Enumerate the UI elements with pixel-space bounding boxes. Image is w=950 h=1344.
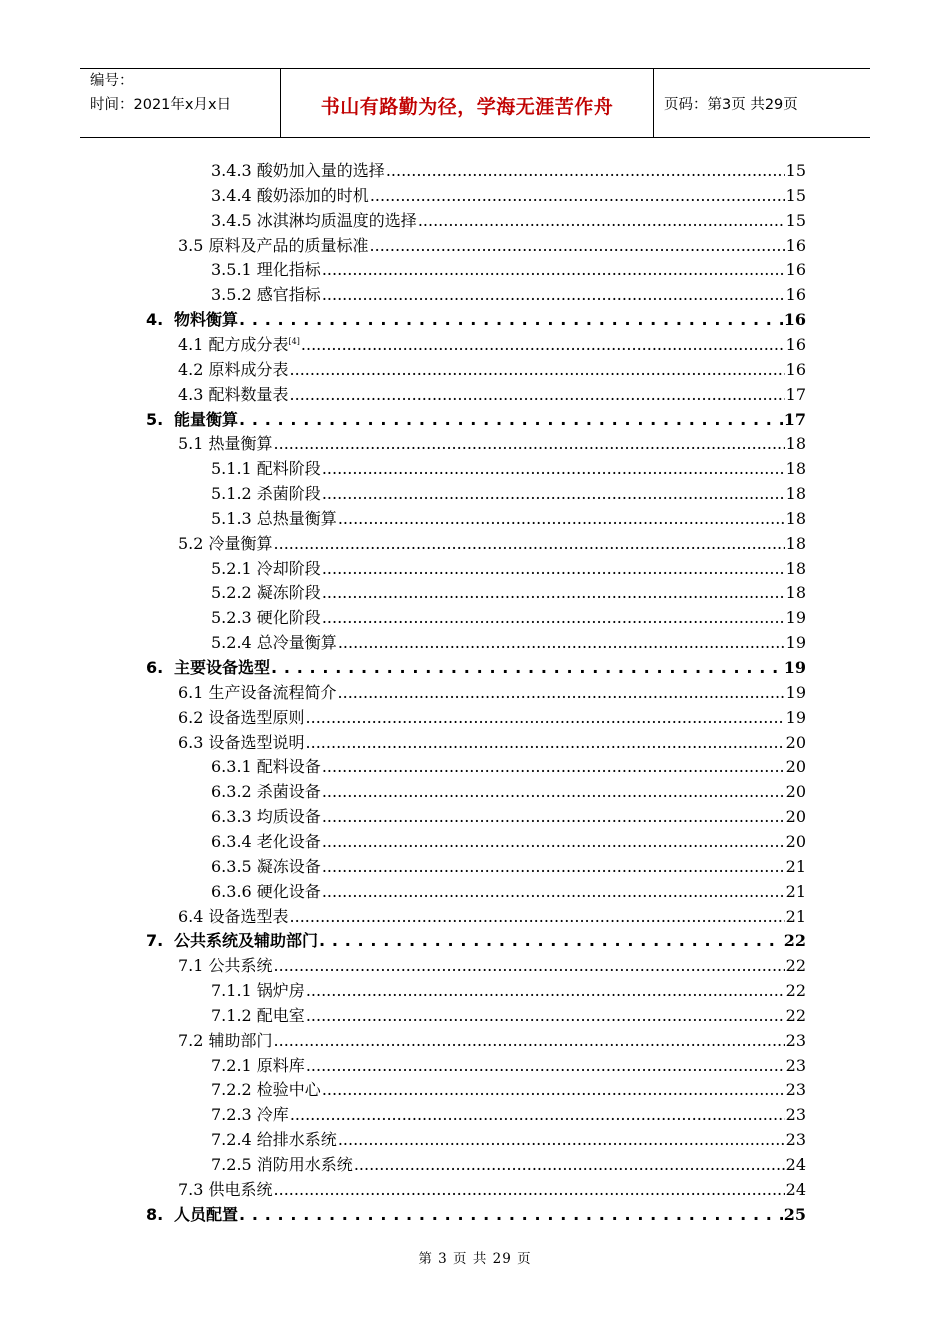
toc-entry-text: 5.2.1 冷却阶段 [211, 558, 321, 578]
toc-entry-title [211, 506, 337, 529]
toc-leader-dots [418, 211, 785, 230]
toc-leader-dots [322, 285, 785, 304]
toc-entry-page: 15 [785, 161, 806, 180]
toc-entry[interactable] [178, 1028, 806, 1052]
toc-entry-text: 3.4.3 酸奶加入量的选择 [211, 161, 385, 180]
toc-entry-text: 7.1 公共系统 [178, 956, 273, 976]
toc-leader-dots [322, 559, 785, 578]
toc-entry-text: 4.2 原料成分表 [178, 359, 289, 379]
toc-leader-dots [338, 633, 785, 652]
toc-entry[interactable] [211, 208, 806, 232]
toc-entry-page: 23 [785, 1055, 806, 1075]
header-motto: 书山有路勤为径，学海无涯苦作舟 [320, 95, 614, 118]
toc-entry-page: 24 [785, 1179, 806, 1199]
toc-entry-title [178, 705, 305, 728]
toc-entry-page: 18 [785, 484, 806, 504]
toc-entry[interactable] [211, 630, 806, 654]
toc-entry-text: 4.1 配方成分表 [178, 334, 289, 354]
toc-entry[interactable] [211, 456, 806, 480]
toc-entry-text: 7.3 供电系统 [178, 1179, 273, 1199]
toc-entry-text: 3.5 原料及产品的质量标准 [178, 235, 369, 255]
toc-entry-text: 6.2 设备选型原则 [178, 707, 305, 727]
toc-entry-page: 22 [785, 956, 806, 976]
toc-entry-title [211, 456, 321, 479]
toc-entry[interactable] [211, 879, 806, 903]
toc-entry[interactable] [211, 754, 806, 778]
toc-entry-page: 21 [785, 881, 806, 901]
toc-entry-text: 6.3.2 杀菌设备 [211, 782, 321, 802]
toc-leader-dots [274, 534, 785, 553]
toc-entry-number: 7. [146, 931, 164, 951]
toc-entry-text: 7.2 辅助部门 [178, 1030, 273, 1050]
toc-entry[interactable] [178, 233, 806, 257]
toc-entry[interactable] [146, 307, 806, 331]
toc-entry-text: 6.1 生产设备流程简介 [178, 682, 337, 702]
toc-entry-title [211, 854, 321, 877]
toc-entry-text: 能量衡算 [174, 409, 239, 429]
toc-entry-page: 17 [783, 409, 806, 429]
toc-entry-title [211, 257, 321, 280]
toc-entry[interactable] [211, 854, 806, 878]
toc-entry-title [146, 407, 238, 430]
toc-entry-page: 24 [785, 1155, 806, 1174]
toc-entry-text: 5.2.4 总冷量衡算 [211, 633, 337, 653]
toc-entry-title [211, 779, 321, 802]
toc-leader-dots [322, 807, 785, 826]
toc-entry-number: 6. [146, 658, 164, 677]
toc-entry-page: 20 [785, 831, 806, 851]
toc-leader-dots [306, 981, 785, 1000]
toc-leader-dots [338, 509, 785, 528]
toc-entry[interactable] [211, 1127, 806, 1151]
toc-entry-title [178, 1177, 273, 1200]
toc-entry[interactable] [211, 282, 806, 306]
toc-entry-text: 物料衡算 [174, 310, 239, 330]
toc-entry[interactable] [211, 506, 806, 530]
toc-entry-page: 18 [785, 459, 806, 479]
toc-entry[interactable] [211, 556, 806, 580]
toc-entry-page: 23 [785, 1030, 806, 1050]
toc-entry[interactable] [146, 407, 806, 431]
toc-entry-title [211, 1127, 337, 1150]
toc-entry-text: 7.2.5 消防用水系统 [211, 1155, 353, 1174]
toc-leader-dots [290, 1105, 785, 1124]
toc-leader-dots [322, 608, 785, 627]
toc-entry-page: 17 [785, 384, 806, 404]
toc-entry-text: 6.3.6 硬化设备 [211, 881, 321, 901]
toc-entry-text: 5.1 热量衡算 [178, 434, 273, 454]
toc-entry-title [211, 208, 417, 231]
toc-entry-page: 19 [785, 633, 806, 653]
toc-leader-dots [306, 733, 785, 752]
toc-entry-title [211, 804, 321, 827]
toc-entry-text: 4.3 配料数量表 [178, 384, 289, 404]
page-footer: 第 3 页 共 29 页 [418, 1251, 532, 1267]
toc-entry[interactable] [178, 730, 806, 754]
toc-entry-title [178, 357, 289, 380]
toc-leader-dots [290, 907, 785, 926]
toc-entry-text: 公共系统及辅助部门 [174, 931, 319, 951]
toc-entry-page: 20 [785, 807, 806, 827]
toc-entry-page: 22 [783, 931, 806, 951]
toc-entry[interactable] [178, 332, 806, 356]
toc-entry-page: 23 [785, 1105, 806, 1125]
toc-leader-dots [322, 583, 785, 602]
toc-entry-text: 3.5.1 理化指标 [211, 260, 321, 280]
toc-entry[interactable] [211, 829, 806, 853]
toc-entry-title [178, 953, 273, 976]
toc-entry-text: 6.3.1 配料设备 [211, 757, 321, 777]
toc-entry-title [211, 580, 321, 603]
toc-entry-text: 5.2.2 凝冻阶段 [211, 583, 321, 603]
toc-entry-citation: [4] [288, 336, 300, 346]
toc-leader-dots [306, 708, 785, 727]
toc-entry-title [211, 1003, 305, 1026]
toc-entry-number: 5. [146, 409, 164, 429]
toc-leader-dots [386, 161, 785, 180]
header-time-label: 时间：2021年x月x日 [90, 97, 232, 113]
toc-entry[interactable] [178, 531, 806, 555]
toc-entry[interactable] [178, 431, 806, 455]
toc-entry-text: 6.3 设备选型说明 [178, 732, 305, 752]
toc-leader-dots [319, 931, 783, 950]
toc-entry-title [178, 1028, 273, 1051]
toc-leader-dots [322, 1080, 785, 1099]
toc-leader-dots [239, 1205, 783, 1224]
toc-entry-page: 16 [785, 285, 806, 305]
toc-entry-title [146, 1202, 238, 1225]
toc-entry-number: 4. [146, 310, 164, 330]
toc-entry-title [211, 282, 321, 305]
toc-entry-text: 7.1.1 锅炉房 [211, 981, 305, 1001]
toc-leader-dots [301, 335, 785, 354]
toc-entry-page: 23 [785, 1130, 806, 1150]
toc-entry-text: 3.4.4 酸奶添加的时机 [211, 185, 369, 205]
toc-entry-text: 6.4 设备选型表 [178, 906, 289, 926]
toc-entry[interactable] [211, 1152, 806, 1176]
toc-leader-dots [239, 310, 783, 329]
toc-entry-title [178, 680, 337, 703]
toc-entry-page: 25 [783, 1204, 806, 1224]
toc-entry-title [211, 556, 321, 579]
toc-leader-dots [354, 1155, 785, 1174]
toc-entry-text: 7.2.1 原料库 [211, 1055, 305, 1075]
toc-entry-page: 19 [783, 658, 806, 677]
toc-entry-text: 3.5.2 感官指标 [211, 285, 321, 305]
toc-entry-title [211, 1077, 321, 1100]
toc-leader-dots [370, 186, 785, 205]
toc-entry-title [178, 233, 369, 256]
toc-entry[interactable] [146, 928, 806, 952]
toc-entry-page: 16 [785, 235, 806, 255]
toc-entry-page: 15 [785, 210, 806, 230]
toc-entry-title [211, 630, 337, 653]
toc-entry-title [211, 1152, 353, 1175]
toc-entry[interactable] [211, 1102, 806, 1126]
toc-leader-dots [322, 857, 785, 876]
toc-entry[interactable] [146, 655, 806, 679]
toc-entry[interactable] [211, 605, 806, 629]
toc-leader-dots [322, 484, 785, 503]
toc-entry[interactable] [178, 705, 806, 729]
toc-entry-text: 3.4.5 冰淇淋均质温度的选择 [211, 210, 417, 230]
toc-entry-text: 主要设备选型 [174, 658, 271, 677]
toc-leader-dots [306, 1056, 785, 1075]
toc-entry-page: 22 [785, 981, 806, 1001]
toc-leader-dots [306, 1006, 785, 1025]
toc-entry-page: 16 [783, 310, 806, 330]
toc-leader-dots [322, 832, 785, 851]
toc-entry-page: 22 [785, 1005, 806, 1025]
toc-leader-dots [322, 260, 785, 279]
toc-entry-title [178, 531, 273, 554]
page-header [80, 68, 870, 138]
toc-entry[interactable] [211, 257, 806, 281]
toc-entry[interactable] [178, 904, 806, 928]
toc-entry-title [146, 928, 318, 951]
toc-entry[interactable] [211, 158, 806, 182]
toc-entry-page: 21 [785, 906, 806, 926]
toc-entry-page: 18 [785, 508, 806, 528]
toc-leader-dots [322, 459, 785, 478]
toc-entry-text: 5.1.2 杀菌阶段 [211, 484, 321, 504]
toc-entry-text: 7.1.2 配电室 [211, 1005, 305, 1025]
toc-entry-page: 21 [785, 856, 806, 876]
toc-entry-title [178, 904, 289, 927]
toc-entry-page: 19 [785, 682, 806, 702]
toc-entry-page: 20 [785, 782, 806, 802]
toc-entry-title [211, 1102, 289, 1125]
toc-entry-page: 23 [785, 1080, 806, 1100]
toc-entry[interactable] [146, 1202, 806, 1226]
toc-entry-title [178, 730, 305, 753]
toc-entry-page: 18 [785, 558, 806, 578]
toc-entry[interactable] [178, 382, 806, 406]
header-number-label: 编号： [90, 73, 134, 89]
toc-entry-title [146, 655, 270, 678]
toc-entry-text: 5.1.3 总热量衡算 [211, 508, 337, 528]
toc-entry-text: 5.2 冷量衡算 [178, 533, 273, 553]
toc-leader-dots [338, 1130, 785, 1149]
toc-entry-text: 5.1.1 配料阶段 [211, 459, 321, 479]
toc-entry-text: 人员配置 [174, 1204, 239, 1224]
toc-entry-page: 19 [785, 608, 806, 628]
toc-entry-title [211, 1053, 305, 1076]
toc-entry[interactable] [211, 183, 806, 207]
toc-entry-text: 6.3.5 凝冻设备 [211, 856, 321, 876]
toc-entry-title [211, 978, 305, 1001]
toc-entry-text: 7.2.2 检验中心 [211, 1080, 321, 1100]
toc-entry-text: 6.3.3 均质设备 [211, 807, 321, 827]
toc-entry[interactable] [211, 1053, 806, 1077]
toc-entry-page: 20 [785, 757, 806, 777]
toc-leader-dots [322, 882, 785, 901]
toc-leader-dots [290, 385, 785, 404]
toc-leader-dots [274, 1031, 785, 1050]
toc-entry-page: 16 [785, 359, 806, 379]
toc-entry-title [146, 307, 238, 330]
toc-entry[interactable] [178, 680, 806, 704]
header-motto-cell [281, 69, 654, 137]
toc-entry-title [178, 431, 273, 454]
header-meta [80, 69, 281, 137]
toc-entry-text: 7.2.4 给排水系统 [211, 1130, 337, 1150]
toc-leader-dots [322, 757, 785, 776]
toc-entry[interactable] [178, 357, 806, 381]
toc-entry-page: 18 [785, 583, 806, 603]
toc-entry[interactable] [211, 1077, 806, 1101]
toc-entry-page: 19 [785, 707, 806, 727]
toc-entry[interactable] [211, 779, 806, 803]
toc-entry-title [178, 332, 300, 355]
toc-entry-title [211, 829, 321, 852]
toc-leader-dots [239, 410, 783, 429]
toc-entry-title [211, 879, 321, 902]
toc-entry-title [211, 481, 321, 504]
toc-entry-page: 18 [785, 434, 806, 454]
toc-entry[interactable] [178, 1177, 806, 1201]
header-page-info: 页码：第3页 共29页 [664, 96, 798, 113]
toc-entry-title [211, 754, 321, 777]
toc-entry[interactable] [178, 953, 806, 977]
toc-entry[interactable] [211, 978, 806, 1002]
toc-entry[interactable] [211, 580, 806, 604]
toc-entry-page: 18 [785, 533, 806, 553]
toc-entry-title [178, 382, 289, 405]
toc-entry-page: 20 [785, 732, 806, 752]
toc-leader-dots [274, 434, 785, 453]
toc-leader-dots [274, 1180, 785, 1199]
toc-entry-text: 5.2.3 硬化阶段 [211, 608, 321, 628]
toc-leader-dots [338, 683, 785, 702]
toc-leader-dots [271, 658, 783, 677]
toc-entry[interactable] [211, 804, 806, 828]
toc-entry-text: 6.3.4 老化设备 [211, 831, 321, 851]
toc-entry-page: 15 [785, 185, 806, 205]
toc-entry-page: 16 [785, 334, 806, 354]
toc-leader-dots [370, 236, 785, 255]
toc-entry[interactable] [211, 1003, 806, 1027]
toc-entry[interactable] [211, 481, 806, 505]
toc-leader-dots [274, 956, 785, 975]
toc-entry-page: 16 [785, 260, 806, 280]
toc-entry-text: 7.2.3 冷库 [211, 1105, 289, 1125]
toc-leader-dots [290, 360, 785, 379]
toc-entry-title [211, 183, 369, 206]
toc-entry-title [211, 158, 385, 181]
toc-leader-dots [322, 782, 785, 801]
toc-entry-title [211, 605, 321, 628]
toc-entry-number: 8. [146, 1204, 164, 1224]
